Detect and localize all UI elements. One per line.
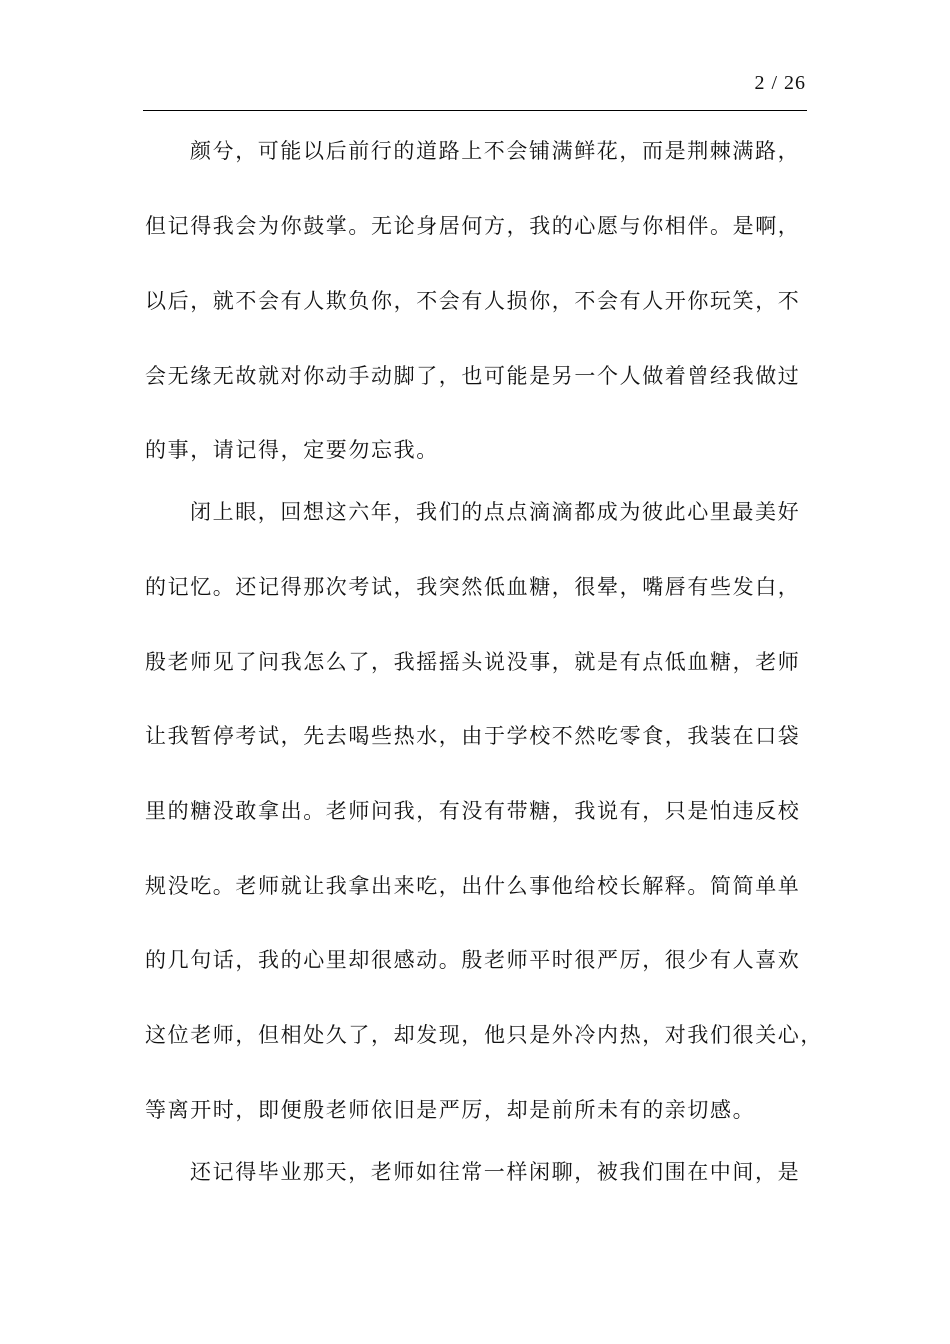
text-line: 以后，就不会有人欺负你，不会有人损你，不会有人开你玩笑，不 [145,289,801,313]
text-line: 但记得我会为你鼓掌。无论身居何方，我的心愿与你相伴。是啊， [145,214,801,238]
text-line: 闭上眼，回想这六年，我们的点点滴滴都成为彼此心里最美好 [190,500,801,524]
text-line: 的几句话，我的心里却很感动。殷老师平时很严厉，很少有人喜欢 [145,948,801,972]
text-line: 殷老师见了问我怎么了，我摇摇头说没事，就是有点低血糖，老师 [145,650,801,674]
text-line: 规没吃。老师就让我拿出来吃，出什么事他给校长解释。简简单单 [145,874,801,898]
text-line: 让我暂停考试，先去喝些热水，由于学校不然吃零食，我装在口袋 [145,724,801,748]
text-line: 这位老师，但相处久了，却发现，他只是外冷内热，对我们很关心， [145,1023,823,1047]
header-rule [143,110,807,111]
text-line: 的记忆。还记得那次考试，我突然低血糖，很晕，嘴唇有些发白， [145,575,801,599]
text-line: 里的糖没敢拿出。老师问我，有没有带糖，我说有，只是怕违反校 [145,799,801,823]
text-line: 会无缘无故就对你动手动脚了，也可能是另一个人做着曾经我做过 [145,364,801,388]
text-line: 等离开时，即便殷老师依旧是严厉，却是前所未有的亲切感。 [145,1098,756,1122]
text-line: 的事，请记得，定要勿忘我。 [145,438,439,462]
text-line: 还记得毕业那天，老师如往常一样闲聊，被我们围在中间，是 [190,1160,801,1184]
page-number: 2 / 26 [754,72,806,94]
text-line: 颜兮，可能以后前行的道路上不会铺满鲜花，而是荆棘满路， [190,139,801,163]
